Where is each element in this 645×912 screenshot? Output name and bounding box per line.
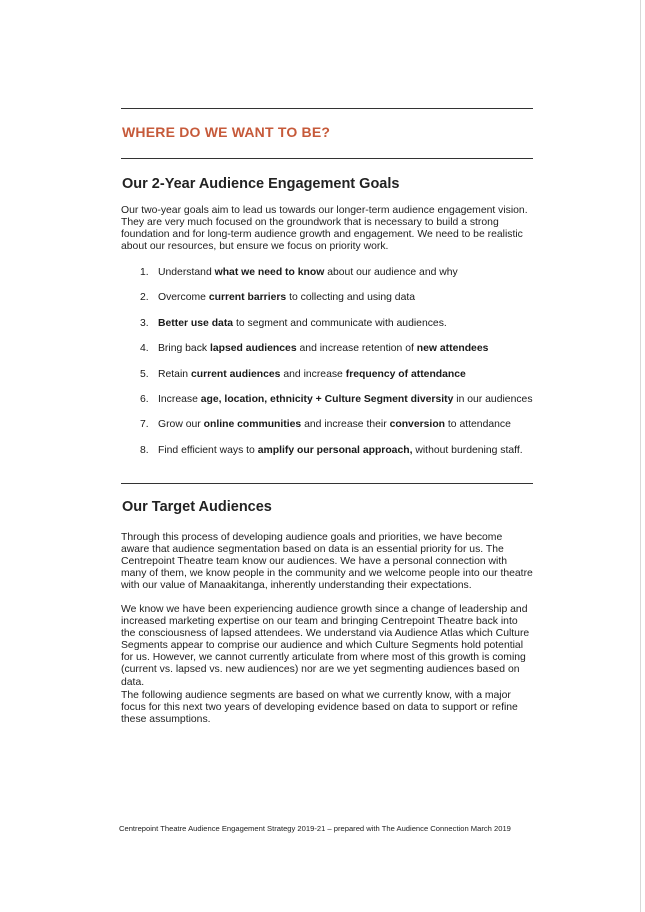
goal-text xyxy=(158,418,511,443)
goal-item xyxy=(136,393,546,418)
goal-item xyxy=(136,342,546,367)
goals-list xyxy=(136,266,546,469)
goal-text-part: Bring back xyxy=(158,343,210,355)
goal-text xyxy=(158,291,415,316)
goals-title: Our 2-Year Audience Engagement Goals xyxy=(122,176,400,192)
page-footer: Centrepoint Theatre Audience Engagement Strategy 2019-21 – prepared with The Audience Connection March 2019 xyxy=(119,824,511,833)
goal-number: 6. xyxy=(140,393,149,405)
goal-item xyxy=(136,418,546,443)
goal-emphasis: conversion xyxy=(389,419,446,431)
goal-item xyxy=(136,291,546,316)
goal-emphasis: online communities xyxy=(203,419,302,431)
goal-text-part: Overcome xyxy=(158,292,209,304)
goal-item xyxy=(136,368,546,393)
goal-text-part: about our audience and why xyxy=(324,267,458,278)
goal-number: 3. xyxy=(140,317,149,329)
goal-text-part: and increase xyxy=(280,368,346,380)
goal-text xyxy=(158,444,523,469)
goal-emphasis: current barriers xyxy=(208,292,287,304)
goal-item xyxy=(136,317,546,342)
goal-text-part: in our audiences xyxy=(453,393,533,405)
goal-emphasis: amplify our personal approach, xyxy=(257,444,413,456)
goals-intro: Our two-year goals aim to lead us towards our longer-term audience engagement vision. They are very much focused on the groundwork that is necessary to build a strong foundation and for long-term audience growth and engagement. We need to be realistic about our resources, but ensure we focus on priority work. xyxy=(121,205,528,253)
goal-number: 8. xyxy=(140,444,149,456)
goal-item xyxy=(136,444,546,469)
goal-text-part: to collecting and using data xyxy=(286,292,416,304)
target-paragraph: The following audience segments are based on what we currently know, with a major focus for this next two years of developing evidence based on data to support or refine these assumptions. xyxy=(121,690,518,726)
goal-emphasis: lapsed audiences xyxy=(209,343,297,355)
goal-text xyxy=(158,393,533,418)
goal-number: 4. xyxy=(140,343,149,355)
goal-item xyxy=(136,266,546,291)
goal-number: 1. xyxy=(140,267,149,278)
goal-text-part: to segment and communicate with audiences. xyxy=(233,317,447,329)
goal-emphasis: what we need to know xyxy=(214,267,325,278)
goal-text-part: Find efficient ways to xyxy=(158,444,258,456)
goal-text-part: Retain xyxy=(158,368,191,380)
divider-below-heading xyxy=(121,158,533,159)
target-title: Our Target Audiences xyxy=(122,499,272,515)
page-edge xyxy=(640,0,641,912)
divider-middle xyxy=(121,483,533,484)
target-paragraph: We know we have been experiencing audience growth since a change of leadership and increased marketing expertise on our team and bringing Centrepoint Theatre back into the consciousness of lapsed attendees. We understand via Audience Atlas which Culture Segments appear to comprise our audience and which Culture Segments hold potential for us. However, we cannot currently articulate from where most of this growth is coming (current vs. lapsed vs. new audiences) nor are we yet segmenting audiences based on data. xyxy=(121,604,530,688)
goal-number: 2. xyxy=(140,292,149,304)
goal-text-part: and increase their xyxy=(301,419,390,431)
goal-text-part: without burdening staff. xyxy=(412,444,523,456)
target-paragraph: Through this process of developing audience goals and priorities, we have become aware that audience segmentation based on data is an essential priority for us. The Centrepoint Theatre team know our audiences. We have a personal connection with many of them, we know people in the community and we welcome people into our theatre with our value of Manaakitanga, inherently understanding their expectations. xyxy=(121,532,533,592)
goal-emphasis: current audiences xyxy=(190,368,281,380)
goal-text xyxy=(158,266,458,291)
section-heading: WHERE DO WE WANT TO BE? xyxy=(122,124,331,140)
goal-emphasis: age, location, ethnicity + Culture Segment diversity xyxy=(200,393,454,405)
goal-number: 7. xyxy=(140,419,149,431)
goal-text xyxy=(158,317,447,342)
goal-emphasis: Better use data xyxy=(158,317,234,329)
goal-text-part: to attendance xyxy=(445,419,511,431)
goal-text-part: Understand xyxy=(158,267,215,278)
goal-number: 5. xyxy=(140,368,149,380)
goal-text-part: Grow our xyxy=(158,419,204,431)
divider-top xyxy=(121,108,533,109)
goal-text-part: and increase retention of xyxy=(296,343,417,355)
goal-text xyxy=(158,368,466,393)
goal-emphasis: frequency of attendance xyxy=(345,368,466,380)
goal-text xyxy=(158,342,488,367)
goal-text-part: Increase xyxy=(158,393,201,405)
goal-emphasis: new attendees xyxy=(416,343,489,355)
